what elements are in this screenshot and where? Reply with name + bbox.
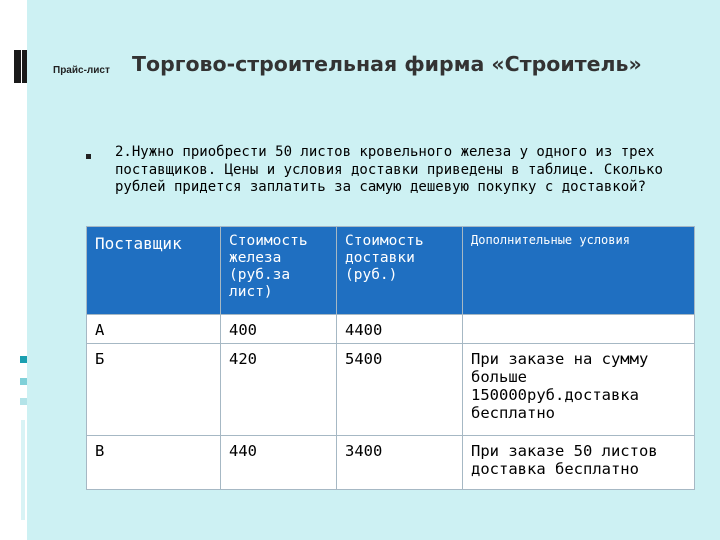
price-list-label: Прайс-лист (53, 65, 110, 76)
price-table (86, 226, 695, 490)
cell-conditions: При заказе на сумму больше 150000руб.доставка бесплатно (463, 344, 695, 436)
cell-delivery-cost: 4400 (337, 315, 463, 344)
bullet-icon (86, 154, 91, 159)
decorative-square (20, 398, 27, 405)
column-header-iron-cost: Стоимость железа (руб.за лист) (221, 227, 337, 315)
cell-delivery-cost: 5400 (337, 344, 463, 436)
column-header-delivery-cost: Стоимость доставки (руб.) (337, 227, 463, 315)
cell-supplier: А (87, 315, 221, 344)
decorative-square (20, 356, 27, 363)
cell-conditions (463, 315, 695, 344)
decorative-bar (14, 50, 21, 83)
column-header-supplier: Поставщик (87, 227, 221, 315)
column-header-conditions: Дополнительные условия (463, 227, 695, 315)
decorative-bar (22, 50, 27, 83)
page-title: Торгово-строительная фирма «Строитель» (132, 52, 642, 76)
cell-iron-cost: 420 (221, 344, 337, 436)
cell-iron-cost: 400 (221, 315, 337, 344)
cell-supplier: В (87, 436, 221, 490)
cell-conditions: При заказе 50 листов доставка бесплатно (463, 436, 695, 490)
cell-delivery-cost: 3400 (337, 436, 463, 490)
table-row (87, 344, 695, 436)
table-row (87, 315, 695, 344)
table-header-row (87, 227, 695, 315)
cell-iron-cost: 440 (221, 436, 337, 490)
cell-supplier: Б (87, 344, 221, 436)
decorative-line (21, 420, 25, 520)
table-row (87, 436, 695, 490)
decorative-square (20, 378, 27, 385)
problem-text: 2.Нужно приобрести 50 листов кровельного железа у одного из трех поставщиков. Цены и условия доставки приведены в таблице. Сколько рублей придется заплатить за самую дешевую покупку с доставкой? (115, 144, 663, 195)
